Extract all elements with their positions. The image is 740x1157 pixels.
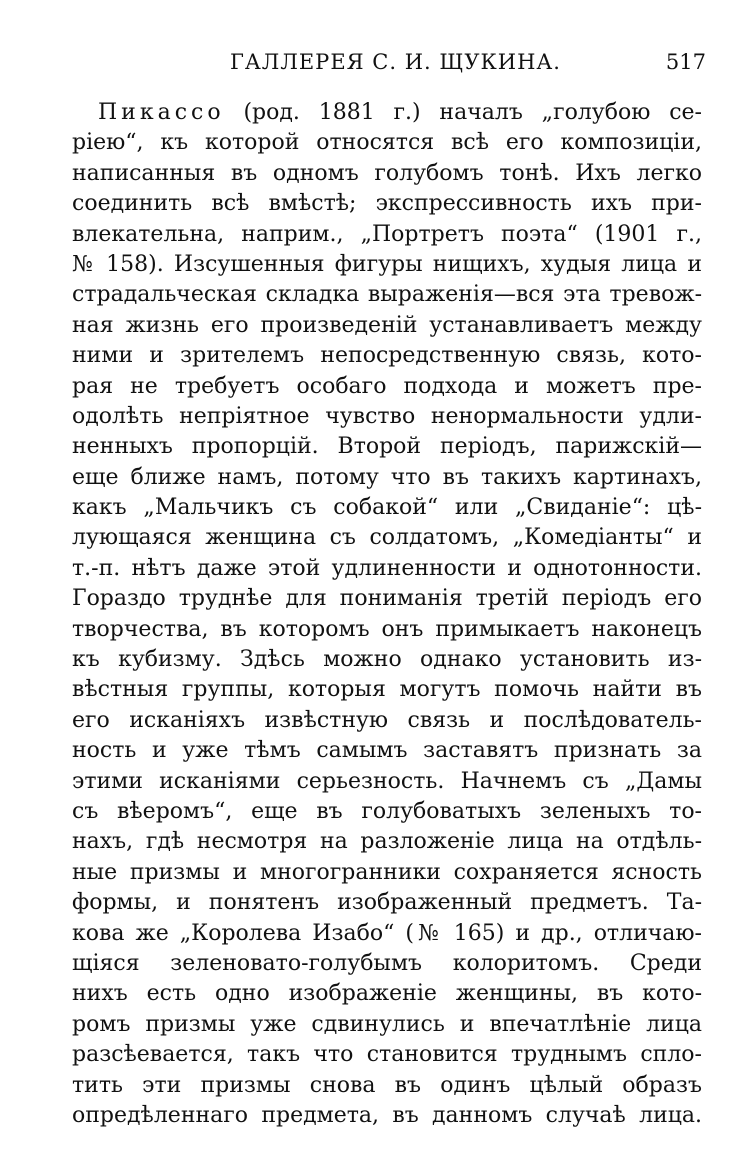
text-line: опредѣленнаго предмета, въ данномъ случаѣ лица. <box>72 1102 702 1128</box>
text-line: влекательна, наприм., „Портретъ поэта“ (1901 г., <box>72 221 702 247</box>
text-line <box>72 98 702 128</box>
text-line: ромъ призмы уже сдвинулись и впечатлѣніе лица <box>72 1011 702 1037</box>
author-name: Пикассо <box>98 100 225 125</box>
text-line: тить эти призмы снова въ одинъ цѣлый образъ <box>72 1072 702 1098</box>
text-line: съ вѣеромъ“, еще въ голубоватыхъ зеленыхъ то- <box>72 798 702 824</box>
text-line: № 158). Изсушенныя фигуры нищихъ, худыя лица и <box>72 251 702 277</box>
running-title: ГАЛЛЕРЕЯ С. И. ЩУКИНА. <box>230 50 561 74</box>
page-number: 517 <box>665 50 706 74</box>
text-line: ріею“, къ которой относятся всѣ его композиціи, <box>72 130 702 156</box>
text-line: творчества, въ которомъ онъ примыкаетъ наконецъ <box>72 616 702 642</box>
running-head <box>70 50 706 84</box>
text-line: страдальческая складка выраженія—вся эта тревож- <box>72 282 702 308</box>
text-line: этими исканіями серьезность. Начнемъ съ „Дамы <box>72 768 702 794</box>
text-line: какъ „Мальчикъ съ собакой“ или „Свиданіе“: цѣ- <box>72 495 702 521</box>
text-line: вѣстныя группы, которыя могутъ помочь найти въ <box>72 677 702 703</box>
text-line: ные призмы и многогранники сохраняется ясность <box>72 859 702 885</box>
text-line: написанныя въ одномъ голубомъ тонѣ. Ихъ легко <box>72 160 702 186</box>
text-line: рая не требуетъ особаго подхода и можетъ пре- <box>72 373 702 399</box>
text-line: щіяся зеленовато-голубымъ колоритомъ. Среди <box>72 950 702 976</box>
text-line: еще ближе намъ, потому что въ такихъ картинахъ, <box>72 464 702 490</box>
text-line: ними и зрителемъ непосредственную связь, кото- <box>72 343 702 369</box>
text-line: нахъ, гдѣ несмотря на разложеніе лица на отдѣль- <box>72 829 702 855</box>
text-line: лующаяся женщина съ солдатомъ, „Комедіанты“ и <box>72 525 702 551</box>
text-line: разсѣевается, такъ что становится труднымъ спло- <box>72 1042 702 1068</box>
text-line: нихъ есть одно изображеніе женщины, въ кото- <box>72 981 702 1007</box>
text-line: формы, и понятенъ изображенный предметъ. Та- <box>72 890 702 916</box>
text-line-content: (род. 1881 г.) началъ „голубою се- <box>243 100 702 125</box>
text-line: одолѣть непріятное чувство ненормальности удли- <box>72 403 702 429</box>
text-line: Гораздо труднѣе для пониманія третій періодъ его <box>72 586 702 612</box>
body-text <box>72 98 702 1131</box>
text-line: къ кубизму. Здѣсь можно однако установить из- <box>72 647 702 673</box>
text-line: его исканіяхъ извѣстную связь и послѣдователь- <box>72 707 702 733</box>
text-line: ная жизнь его произведеній устанавливаетъ между <box>72 312 702 338</box>
text-line: ненныхъ пропорцій. Второй періодъ, парижскій— <box>72 434 702 460</box>
text-line: т.-п. нѣтъ даже этой удлиненности и однотонности. <box>72 555 702 581</box>
text-line: кова же „Королева Изабо“ (№ 165) и др., отличаю- <box>72 920 702 946</box>
text-line: соединить всѣ вмѣстѣ; экспрессивность ихъ при- <box>72 191 702 217</box>
text-line: ность и уже тѣмъ самымъ заставятъ признать за <box>72 738 702 764</box>
